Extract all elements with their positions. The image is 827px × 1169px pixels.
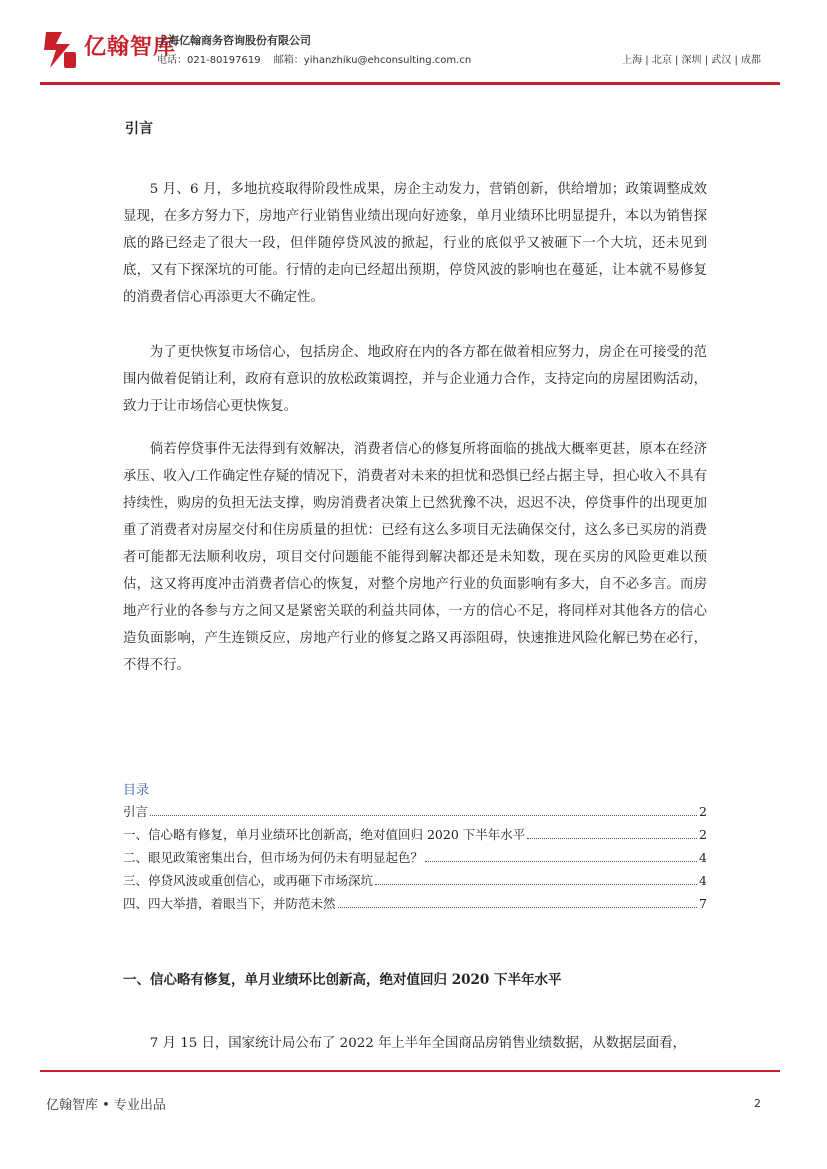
email-text: 邮箱：yihanzhiku@ehconsulting.com.cn xyxy=(273,55,472,66)
brand-logo-icon xyxy=(40,28,80,72)
toc-leader xyxy=(527,837,697,839)
brand-name: 亿翰智库 xyxy=(84,35,177,60)
toc-entry-text: 二、眼见政策密集出台，但市场为何仍未有明显起色？ xyxy=(123,850,424,865)
toc-entry[interactable] xyxy=(123,800,707,823)
page-number: 2 xyxy=(754,1097,761,1110)
toc-entry[interactable] xyxy=(123,846,707,869)
toc-leader xyxy=(338,906,698,908)
header-divider xyxy=(40,82,780,85)
company-name: 上海亿翰商务咨询股份有限公司 xyxy=(157,34,311,47)
phone-text: 电话：021-80197619 xyxy=(157,55,261,66)
toc-entry-page: 2 xyxy=(699,827,707,842)
footer-brand: 亿翰智库 • 专业出品 xyxy=(46,1098,166,1113)
page-header xyxy=(0,0,827,88)
toc-leader xyxy=(425,860,697,862)
city-list: 上海 | 北京 | 深圳 | 武汉 | 成都 xyxy=(622,55,761,66)
contact-info xyxy=(157,51,481,66)
intro-paragraph-2: 为了更快恢复市场信心，包括房企、地政府在内的各方都在做着相应努力，房企在可接受的范围内做着促销让利，政府有意识的放松政策调控，并与企业通力合作，支持定向的房屋团购活动，致力于让市场信心更快恢复。 xyxy=(123,345,707,414)
toc-entry-page: 4 xyxy=(699,873,707,888)
section-title-intro: 引言 xyxy=(125,121,153,137)
toc-entry-text: 三、停贷风波或重创信心，或再砸下市场深坑 xyxy=(123,873,374,888)
footer-divider xyxy=(40,1070,780,1072)
toc-title: 目录 xyxy=(123,783,150,798)
table-of-contents xyxy=(123,800,707,915)
toc-entry-page: 7 xyxy=(699,896,707,911)
toc-leader xyxy=(375,883,697,885)
toc-entry[interactable] xyxy=(123,869,707,892)
section-one-paragraph: 7 月 15 日，国家统计局公布了 2022 年上半年全国商品房销售业绩数据，从数据层面看， xyxy=(149,1036,686,1051)
toc-leader xyxy=(150,814,697,816)
toc-entry[interactable] xyxy=(123,823,707,846)
section-heading-one: 一、信心略有修复，单月业绩环比创新高，绝对值回归 2020 下半年水平 xyxy=(123,972,562,988)
intro-paragraph-1: 5 月、6 月，多地抗疫取得阶段性成果，房企主动发力，营销创新，供给增加；政策调整成效显现，在多方努力下，房地产行业销售业绩出现向好迹象，单月业绩环比明显提升，本以为销售探底的路已经走了很大一段，但伴随停贷风波的掀起，行业的底似乎又被砸下一个大坑，还未见到底，又有下探深坑的可能。行情的走向已经超出预期，停贷风波的影响也在蔓延，让本就不易修复的消费者信心再添更大不确定性。 xyxy=(123,182,707,305)
intro-paragraph-3: 倘若停贷事件无法得到有效解决，消费者信心的修复所将面临的挑战大概率更甚，原本在经济承压、收入/工作确定性存疑的情况下，消费者对未来的担忧和恐惧已经占据主导，担心收入不具有持续性，购房的负担无法支撑，购房消费者决策上已然犹豫不决，迟迟不决，停贷事件的出现更加重了消费者对房屋交付和住房质量的担忧：已经有这么多项目无法确保交付，这么多已买房的消费者可能都无法顺利收房，项目交付问题能不能得到解决都还是未知数，现在买房的风险更难以预估，这又将再度冲击消费者信心的恢复，对整个房地产行业的负面影响有多大，自不必多言。而房地产行业的各参与方之间又是紧密关联的利益共同体，一方的信心不足，将同样对其他各方的信心造负面影响，产生连锁反应，房地产行业的修复之路又再添阻碍，快速推进风险化解已势在必行，不得不行。 xyxy=(123,442,707,673)
toc-entry-page: 2 xyxy=(699,804,707,819)
toc-entry-text: 四、四大举措，着眼当下，并防范未然 xyxy=(123,896,336,911)
toc-entry-page: 4 xyxy=(699,850,707,865)
toc-entry-text: 引言 xyxy=(123,804,149,819)
toc-entry-text: 一、信心略有修复，单月业绩环比创新高，绝对值回归 2020 下半年水平 xyxy=(123,827,526,842)
toc-entry[interactable] xyxy=(123,892,707,915)
